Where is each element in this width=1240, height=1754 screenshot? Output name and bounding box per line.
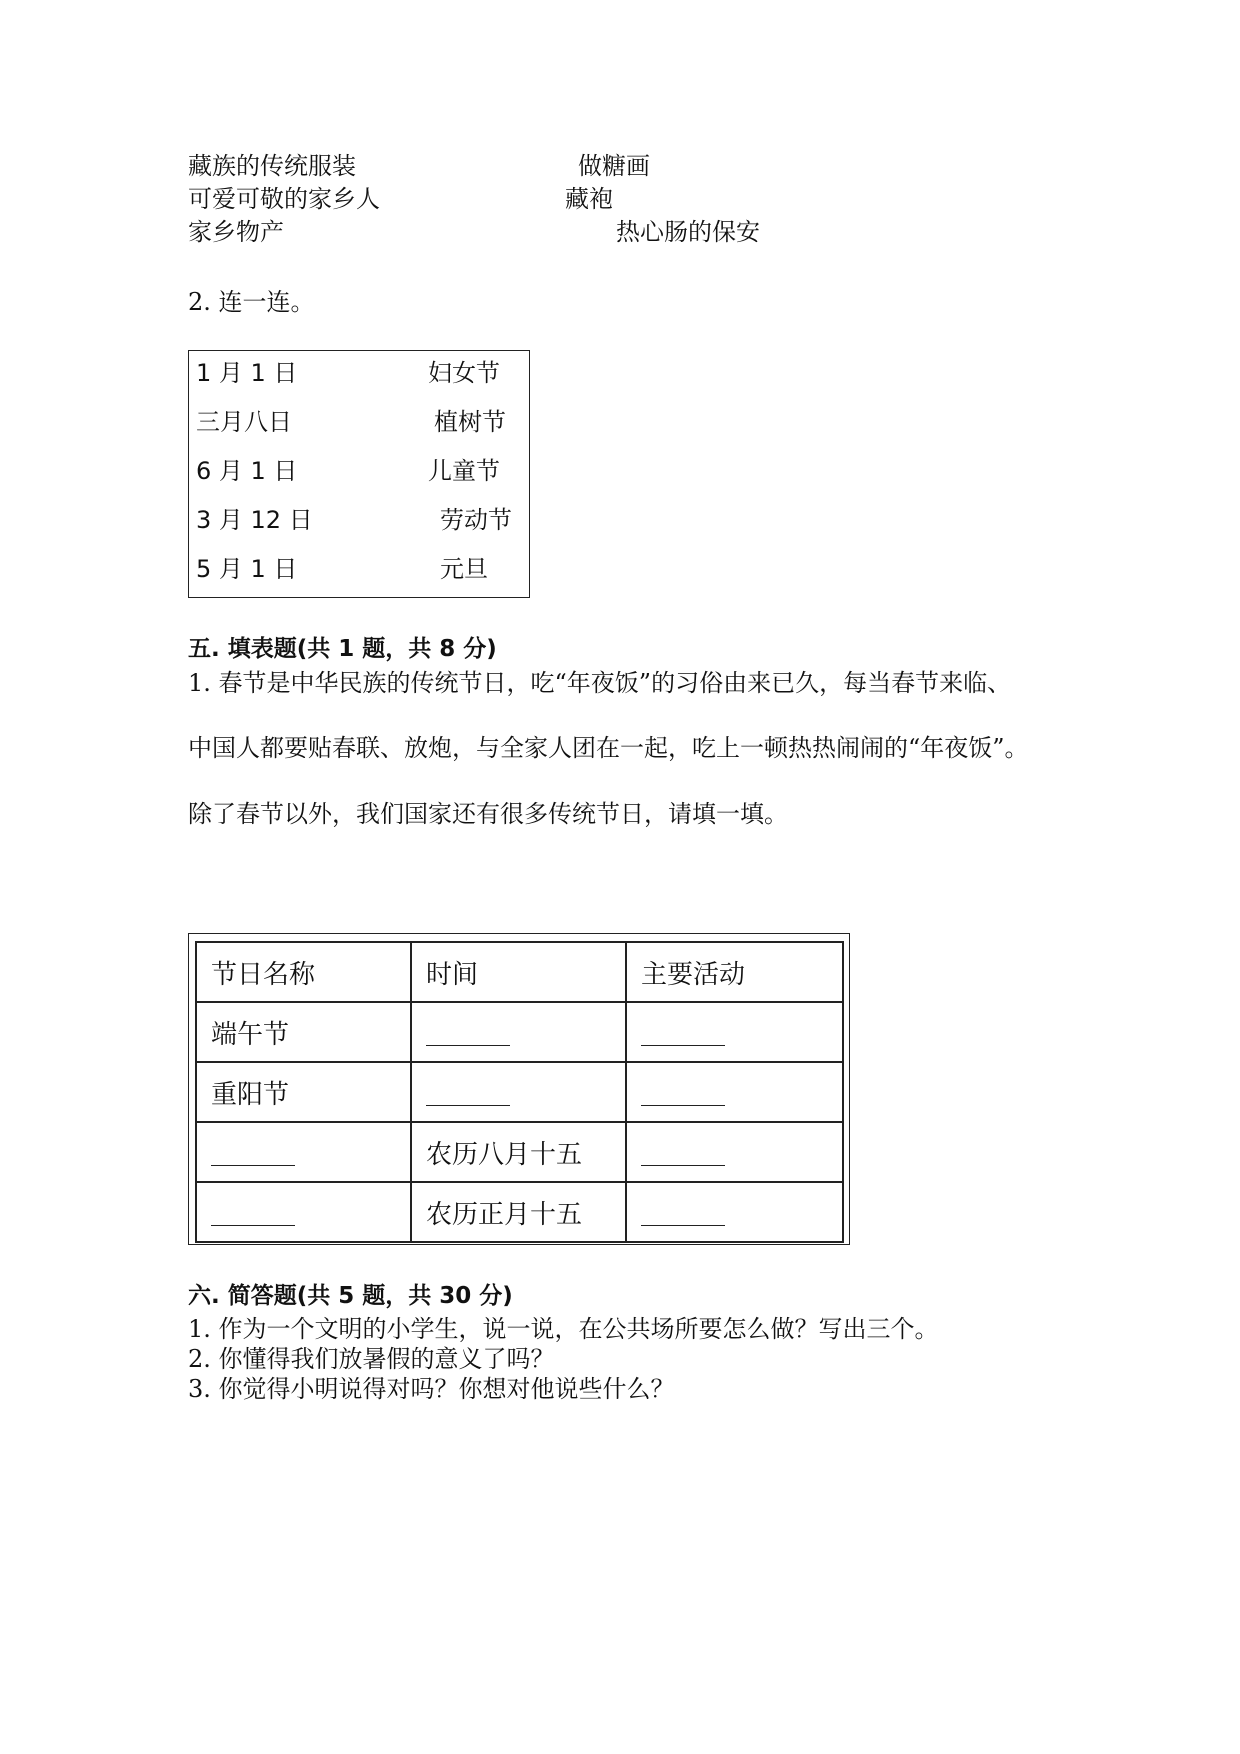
cell-time: 农历八月十五 — [411, 1122, 626, 1182]
short-answer-q3: 3. 你觉得小明说得对吗？你想对他说些什么？ — [188, 1375, 675, 1403]
date-item-5: 5 月 1 日 — [196, 555, 298, 583]
cell-name: 端午节 — [196, 1002, 411, 1062]
fill-blank[interactable] — [641, 1019, 725, 1046]
cell-time-blank[interactable] — [411, 1062, 626, 1122]
header-time: 时间 — [411, 942, 626, 1002]
section-5-heading: 五. 填表题(共 1 题，共 8 分) — [188, 636, 497, 662]
short-answer-q1: 1. 作为一个文明的小学生，说一说，在公共场所要怎么做？写出三个。 — [188, 1315, 939, 1343]
table-header-row — [196, 942, 843, 1002]
section-5-para-line-3: 除了春节以外，我们国家还有很多传统节日，请填一填。 — [188, 800, 788, 828]
date-item-4: 3 月 12 日 — [196, 506, 313, 534]
fill-blank[interactable] — [211, 1199, 295, 1226]
fill-table — [195, 941, 844, 1243]
match-left-item-3: 家乡物产 — [188, 218, 284, 246]
fill-blank[interactable] — [211, 1139, 295, 1166]
festival-item-5: 元旦 — [440, 555, 488, 583]
cell-activity-blank[interactable] — [626, 1002, 843, 1062]
fill-blank[interactable] — [426, 1079, 510, 1106]
cell-name-blank[interactable] — [196, 1182, 411, 1242]
fill-blank[interactable] — [426, 1019, 510, 1046]
short-answer-q2: 2. 你懂得我们放暑假的意义了吗？ — [188, 1345, 555, 1373]
date-item-1: 1 月 1 日 — [196, 359, 298, 387]
cell-activity-blank[interactable] — [626, 1182, 843, 1242]
match-right-item-2: 藏袍 — [565, 185, 613, 213]
cell-name-blank[interactable] — [196, 1122, 411, 1182]
fill-blank[interactable] — [641, 1199, 725, 1226]
festival-item-4: 劳动节 — [440, 506, 512, 534]
cell-activity-blank[interactable] — [626, 1122, 843, 1182]
festival-item-2: 植树节 — [434, 408, 506, 436]
cell-time: 农历正月十五 — [411, 1182, 626, 1242]
fill-blank[interactable] — [641, 1079, 725, 1106]
match-left-item-1: 藏族的传统服装 — [188, 152, 356, 180]
question-2-title: 2. 连一连。 — [188, 288, 315, 316]
cell-time-blank[interactable] — [411, 1002, 626, 1062]
fill-blank[interactable] — [641, 1139, 725, 1166]
cell-activity-blank[interactable] — [626, 1062, 843, 1122]
date-item-2: 三月八日 — [196, 408, 292, 436]
table-row — [196, 1182, 843, 1242]
section-5-para-line-2: 中国人都要贴春联、放炮，与全家人团在一起，吃上一顿热热闹闹的“年夜饭”。 — [188, 734, 1029, 762]
table-row — [196, 1062, 843, 1122]
table-row — [196, 1122, 843, 1182]
match-left-item-2: 可爱可敬的家乡人 — [188, 185, 380, 213]
match-right-item-1: 做糖画 — [578, 152, 650, 180]
header-festival-name: 节日名称 — [196, 942, 411, 1002]
header-main-activity: 主要活动 — [626, 942, 843, 1002]
date-item-3: 6 月 1 日 — [196, 457, 298, 485]
festival-item-1: 妇女节 — [428, 359, 500, 387]
festival-item-3: 儿童节 — [428, 457, 500, 485]
section-6-heading: 六. 简答题(共 5 题，共 30 分) — [188, 1283, 513, 1309]
cell-name: 重阳节 — [196, 1062, 411, 1122]
section-5-para-line-1: 1. 春节是中华民族的传统节日，吃“年夜饭”的习俗由来已久，每当春节来临、 — [188, 669, 1012, 697]
table-row — [196, 1002, 843, 1062]
match-right-item-3: 热心肠的保安 — [616, 218, 760, 246]
